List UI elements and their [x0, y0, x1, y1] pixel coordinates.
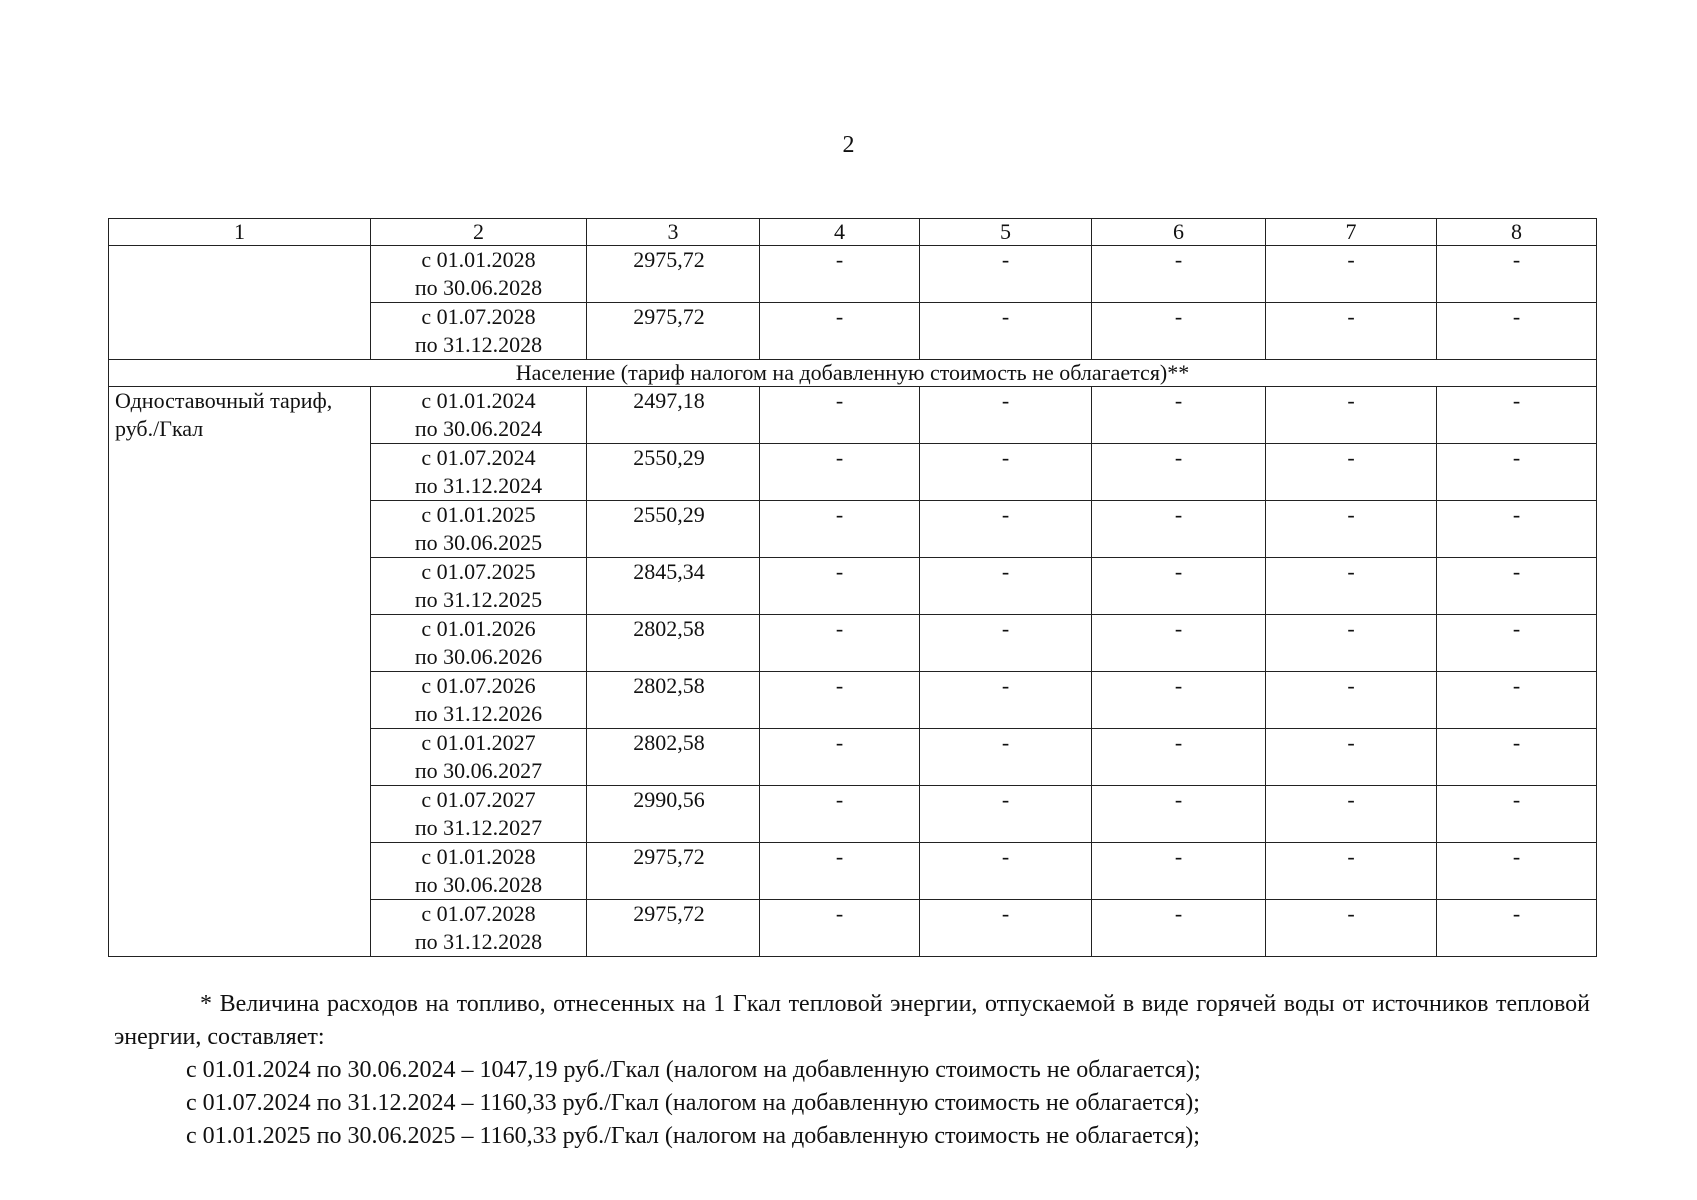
- period-to: по 30.06.2026: [414, 644, 543, 669]
- empty-value-cell: -: [1437, 786, 1597, 843]
- period-cell: [371, 843, 587, 900]
- column-number: 8: [1437, 219, 1597, 246]
- period-cell: [371, 786, 587, 843]
- empty-value-cell: -: [1437, 303, 1597, 360]
- empty-value-cell: -: [1266, 246, 1437, 303]
- footnote-item: с 01.07.2024 по 31.12.2024 – 1160,33 руб./Гкал (налогом на добавленную стоимость не облагается);: [186, 1090, 1200, 1116]
- empty-value-cell: -: [920, 444, 1092, 501]
- tariff-value: 2975,72: [587, 843, 760, 900]
- empty-value-cell: -: [920, 900, 1092, 957]
- tariff-value: 2802,58: [587, 729, 760, 786]
- period-cell: [371, 558, 587, 615]
- empty-value-cell: -: [920, 615, 1092, 672]
- section-title: Население (тариф налогом на добавленную стоимость не облагается)**: [109, 360, 1597, 387]
- empty-value-cell: -: [1266, 900, 1437, 957]
- empty-value-cell: -: [920, 729, 1092, 786]
- empty-value-cell: -: [1437, 672, 1597, 729]
- empty-value-cell: -: [760, 558, 920, 615]
- empty-value-cell: -: [920, 387, 1092, 444]
- empty-value-cell: -: [1092, 786, 1266, 843]
- empty-value-cell: -: [1092, 501, 1266, 558]
- empty-value-cell: -: [1092, 729, 1266, 786]
- section-row: [109, 360, 1597, 387]
- empty-value-cell: -: [1266, 387, 1437, 444]
- column-number: 3: [587, 219, 760, 246]
- empty-value-cell: -: [760, 246, 920, 303]
- column-number: 4: [760, 219, 920, 246]
- empty-value-cell: -: [1266, 729, 1437, 786]
- empty-value-cell: -: [1266, 303, 1437, 360]
- period-to: по 31.12.2028: [414, 929, 543, 954]
- empty-value-cell: -: [760, 387, 920, 444]
- empty-value-cell: -: [1266, 786, 1437, 843]
- period-from: с 01.01.2025: [421, 502, 536, 527]
- tariff-value: 2845,34: [587, 558, 760, 615]
- period-from: с 01.01.2028: [421, 247, 536, 272]
- tariff-value: 2802,58: [587, 672, 760, 729]
- tariff-value: 2975,72: [587, 303, 760, 360]
- empty-value-cell: -: [760, 303, 920, 360]
- period-from: с 01.07.2027: [421, 787, 536, 812]
- empty-value-cell: -: [760, 615, 920, 672]
- empty-value-cell: -: [1437, 558, 1597, 615]
- empty-value-cell: -: [1092, 843, 1266, 900]
- empty-value-cell: -: [1437, 729, 1597, 786]
- empty-value-cell: -: [920, 786, 1092, 843]
- empty-value-cell: -: [1092, 900, 1266, 957]
- period-cell: [371, 444, 587, 501]
- empty-value-cell: -: [920, 558, 1092, 615]
- column-number: 5: [920, 219, 1092, 246]
- tariff-value: 2550,29: [587, 444, 760, 501]
- empty-value-cell: -: [760, 501, 920, 558]
- period-to: по 31.12.2028: [414, 332, 543, 357]
- table-row: [109, 387, 1597, 444]
- period-to: по 30.06.2028: [414, 872, 543, 897]
- period-cell: [371, 501, 587, 558]
- period-cell: [371, 246, 587, 303]
- empty-value-cell: -: [1437, 615, 1597, 672]
- period-to: по 30.06.2028: [414, 275, 543, 300]
- period-from: с 01.07.2028: [421, 304, 536, 329]
- period-to: по 31.12.2024: [414, 473, 543, 498]
- period-to: по 31.12.2027: [414, 815, 543, 840]
- tariff-value: 2497,18: [587, 387, 760, 444]
- empty-value-cell: -: [920, 843, 1092, 900]
- period-to: по 31.12.2026: [414, 701, 543, 726]
- table-row: [109, 246, 1597, 303]
- period-from: с 01.01.2026: [421, 616, 536, 641]
- period-cell: [371, 615, 587, 672]
- empty-value-cell: -: [1437, 387, 1597, 444]
- footnote-item: с 01.01.2025 по 30.06.2025 – 1160,33 руб./Гкал (налогом на добавленную стоимость не облагается);: [186, 1123, 1200, 1149]
- footnote-lead: * Величина расходов на топливо, отнесенных на 1 Гкал тепловой энергии, отпускаемой в виде горячей воды от источников тепловой энергии, составляет:: [114, 991, 1590, 1050]
- empty-value-cell: -: [920, 303, 1092, 360]
- period-from: с 01.07.2028: [421, 901, 536, 926]
- empty-value-cell: -: [1437, 444, 1597, 501]
- footnote-item: с 01.01.2024 по 30.06.2024 – 1047,19 руб./Гкал (налогом на добавленную стоимость не облагается);: [186, 1057, 1201, 1083]
- period-to: по 30.06.2024: [414, 416, 543, 441]
- empty-value-cell: -: [1266, 615, 1437, 672]
- period-from: с 01.07.2026: [421, 673, 536, 698]
- tariff-value: 2802,58: [587, 615, 760, 672]
- period-cell: [371, 387, 587, 444]
- period-from: с 01.01.2028: [421, 844, 536, 869]
- period-cell: [371, 672, 587, 729]
- empty-value-cell: -: [1092, 303, 1266, 360]
- period-from: с 01.01.2027: [421, 730, 536, 755]
- empty-value-cell: -: [1092, 558, 1266, 615]
- tariff-value: 2550,29: [587, 501, 760, 558]
- tariff-name: Одноставочный тариф, руб./Гкал: [109, 387, 371, 957]
- period-to: по 30.06.2025: [414, 530, 543, 555]
- period-from: с 01.07.2025: [421, 559, 536, 584]
- page-number: 2: [842, 132, 855, 158]
- tariff-value: 2975,72: [587, 246, 760, 303]
- empty-value-cell: -: [920, 501, 1092, 558]
- empty-value-cell: -: [760, 843, 920, 900]
- column-number: 1: [109, 219, 371, 246]
- empty-value-cell: -: [760, 444, 920, 501]
- empty-value-cell: -: [920, 246, 1092, 303]
- empty-value-cell: -: [920, 672, 1092, 729]
- period-cell: [371, 729, 587, 786]
- tariff-value: 2990,56: [587, 786, 760, 843]
- tariff-table: [108, 218, 1597, 957]
- empty-value-cell: -: [760, 729, 920, 786]
- empty-value-cell: -: [1092, 672, 1266, 729]
- empty-value-cell: -: [1266, 843, 1437, 900]
- empty-value-cell: -: [1266, 444, 1437, 501]
- empty-value-cell: -: [1437, 501, 1597, 558]
- column-number: 7: [1266, 219, 1437, 246]
- empty-value-cell: -: [1437, 246, 1597, 303]
- empty-value-cell: -: [1266, 501, 1437, 558]
- empty-value-cell: -: [760, 900, 920, 957]
- period-to: по 31.12.2025: [414, 587, 543, 612]
- empty-value-cell: -: [1092, 444, 1266, 501]
- empty-value-cell: -: [1092, 387, 1266, 444]
- empty-value-cell: -: [1266, 672, 1437, 729]
- empty-value-cell: -: [1092, 246, 1266, 303]
- empty-value-cell: -: [1437, 900, 1597, 957]
- empty-value-cell: -: [1266, 558, 1437, 615]
- column-number: 2: [371, 219, 587, 246]
- period-from: с 01.01.2024: [421, 388, 536, 413]
- table-header-row: [109, 219, 1597, 246]
- period-cell: [371, 303, 587, 360]
- tariff-value: 2975,72: [587, 900, 760, 957]
- blank-name-cell: [109, 246, 371, 360]
- empty-value-cell: -: [1437, 843, 1597, 900]
- column-number: 6: [1092, 219, 1266, 246]
- empty-value-cell: -: [760, 672, 920, 729]
- empty-value-cell: -: [1092, 615, 1266, 672]
- footnote: [114, 988, 1590, 1153]
- period-to: по 30.06.2027: [414, 758, 543, 783]
- period-cell: [371, 900, 587, 957]
- empty-value-cell: -: [760, 786, 920, 843]
- period-from: с 01.07.2024: [421, 445, 536, 470]
